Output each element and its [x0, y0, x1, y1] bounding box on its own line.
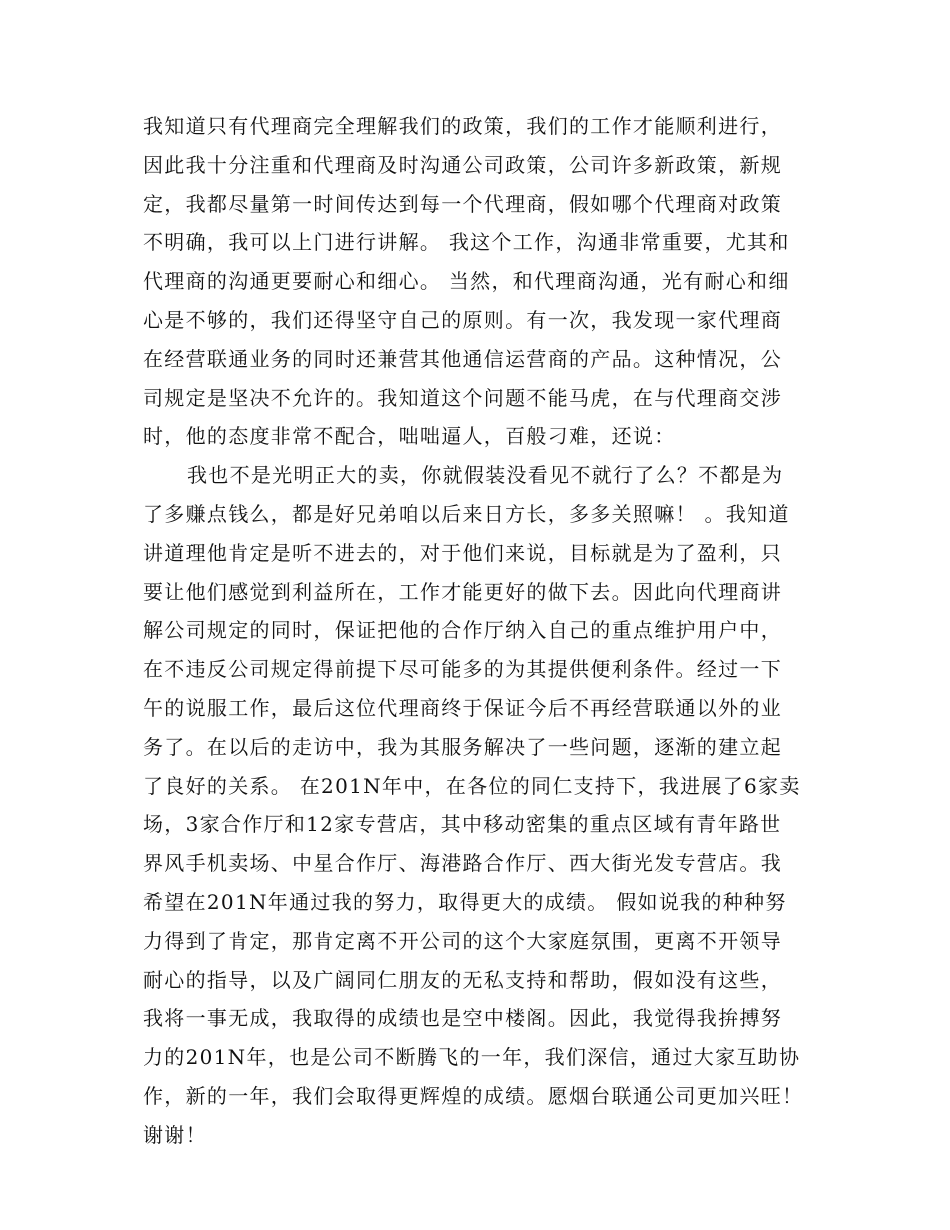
text-line: 心是不够的，我们还得坚守自己的原则。有一次，我发现一家代理商 — [143, 307, 782, 332]
text-line: 午的说服工作，最后这位代理商终于保证今后不再经营联通以外的业 — [143, 695, 782, 720]
text-line: 作，新的一年，我们会取得更辉煌的成绩。愿烟台联通公司更加兴旺！ — [143, 1083, 804, 1108]
text-line: 了良好的关系。 在201N年中，在各位的同仁支持下，我进展了6家卖 — [143, 773, 801, 798]
text-line: 讲道理他肯定是听不进去的，对于他们来说，目标就是为了盈利，只 — [143, 540, 782, 565]
text-line: 在经营联通业务的同时还兼营其他通信运营商的产品。这种情况，公 — [143, 346, 782, 371]
text-line: 谢谢！ — [143, 1122, 207, 1147]
text-line: 司规定是坚决不允许的。我知道这个问题不能马虎，在与代理商交涉 — [143, 385, 782, 410]
text-line: 时，他的态度非常不配合，咄咄逼人，百般刁难，还说： — [143, 424, 676, 449]
text-line: 界风手机卖场、中星合作厅、海港路合作厅、西大街光发专营店。我 — [143, 851, 782, 876]
text-line: 希望在201N年通过我的努力，取得更大的成绩。 假如说我的种种努 — [143, 889, 787, 914]
text-line: 务了。在以后的走访中，我为其服务解决了一些问题，逐渐的建立起 — [143, 734, 782, 759]
text-line: 耐心的指导，以及广阔同仁朋友的无私支持和帮助，假如没有这些， — [143, 967, 782, 992]
text-line: 在不违反公司规定得前提下尽可能多的为其提供便利条件。经过一下 — [143, 657, 782, 682]
text-line: 了多赚点钱么，都是好兄弟咱以后来日方长，多多关照嘛！ 。我知道 — [143, 501, 790, 526]
text-line: 我知道只有代理商完全理解我们的政策，我们的工作才能顺利进行， — [143, 114, 782, 138]
text-line: 力的201N年，也是公司不断腾飞的一年，我们深信，通过大家互助协 — [143, 1045, 801, 1070]
text-line: 力得到了肯定，那肯定离不开公司的这个大家庭氛围，更离不开领导 — [143, 928, 782, 953]
document-body — [143, 107, 823, 1155]
text-line: 不明确，我可以上门进行讲解。 我这个工作，沟通非常重要，尤其和 — [143, 230, 790, 255]
text-line: 我将一事无成，我取得的成绩也是空中楼阁。因此，我觉得我拚搏努 — [143, 1006, 782, 1031]
text-line: 我也不是光明正大的卖，你就假装没看见不就行了么？不都是为 — [187, 463, 784, 488]
text-line: 场，3家合作厅和12家专营店，其中移动密集的重点区域有青年路世 — [143, 812, 782, 837]
text-line: 因此我十分注重和代理商及时沟通公司政策，公司许多新政策，新规 — [143, 152, 782, 177]
text-line: 解公司规定的同时，保证把他的合作厅纳入自己的重点维护用户中， — [143, 618, 782, 643]
text-line: 代理商的沟通更要耐心和细心。 当然，和代理商沟通，光有耐心和细 — [143, 269, 790, 294]
text-line: 定，我都尽量第一时间传达到每一个代理商，假如哪个代理商对政策 — [143, 191, 782, 216]
text-line: 要让他们感觉到利益所在，工作才能更好的做下去。因此向代理商讲 — [143, 579, 782, 604]
